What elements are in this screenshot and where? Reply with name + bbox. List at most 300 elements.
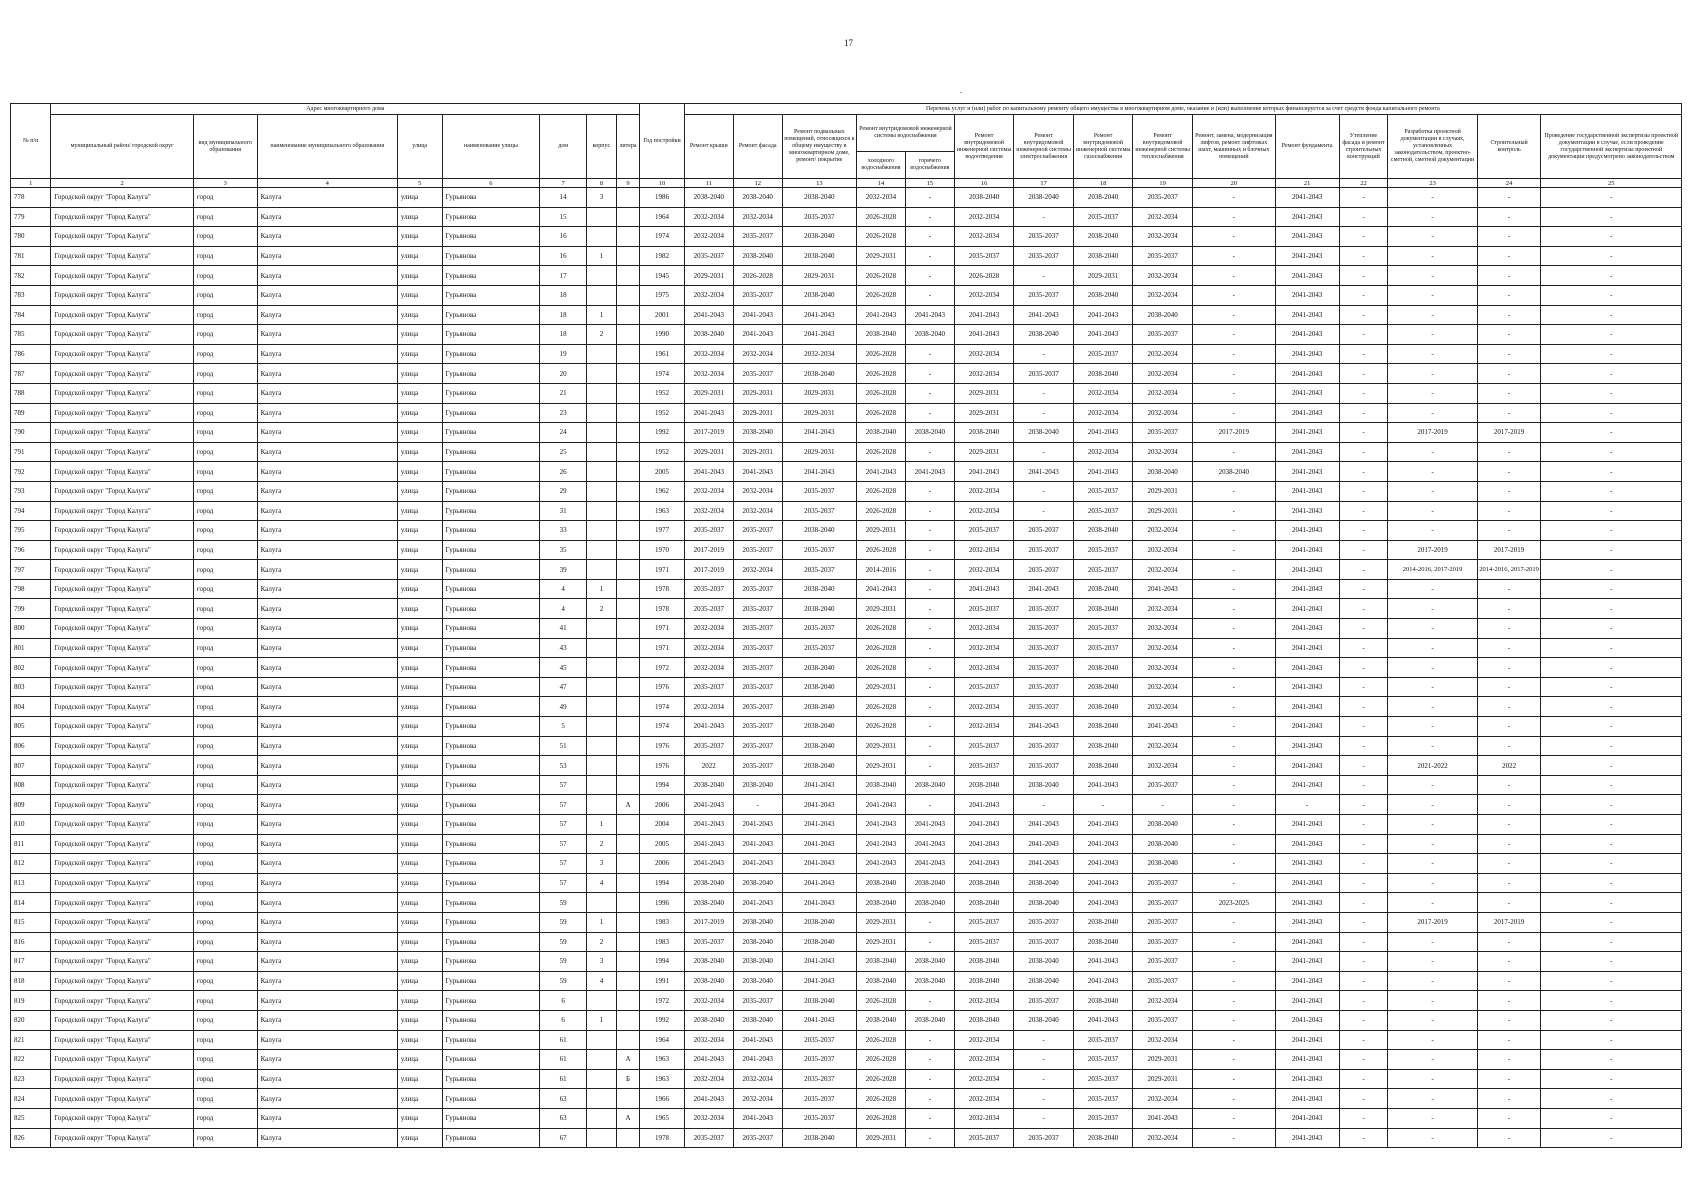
- table-cell: -: [1541, 1108, 1682, 1128]
- table-cell: 2032-2034: [733, 560, 782, 580]
- table-cell: -: [1388, 1030, 1477, 1050]
- table-cell: 1970: [640, 540, 685, 560]
- table-cell: 796: [11, 540, 51, 560]
- table-row: [11, 677, 1682, 697]
- table-cell: -: [1339, 912, 1388, 932]
- header-street-type: улица: [397, 115, 442, 179]
- table-cell: 2035-2037: [1014, 560, 1074, 580]
- table-cell: город: [193, 227, 257, 247]
- table-cell: 2041-2043: [1275, 912, 1339, 932]
- table-cell: 2038-2040: [782, 736, 856, 756]
- table-cell: -: [1339, 403, 1388, 423]
- table-cell: -: [1388, 815, 1477, 835]
- table-cell: Калуга: [257, 227, 397, 247]
- table-cell: -: [1192, 795, 1275, 815]
- table-cell: Калуга: [257, 658, 397, 678]
- table-cell: Калуга: [257, 736, 397, 756]
- table-cell: 2035-2037: [1014, 677, 1074, 697]
- table-cell: 2035-2037: [782, 1030, 856, 1050]
- table-cell: 2041-2043: [782, 834, 856, 854]
- table-cell: 2035-2037: [733, 285, 782, 305]
- table-cell: 807: [11, 756, 51, 776]
- table-cell: -: [1541, 207, 1682, 227]
- table-cell: 2038-2040: [905, 952, 954, 972]
- table-cell: город: [193, 638, 257, 658]
- table-cell: 2: [587, 599, 617, 619]
- table-cell: -: [1541, 677, 1682, 697]
- header-num: № п/п: [11, 104, 51, 179]
- table-row: [11, 834, 1682, 854]
- table-cell: Гурьянова: [442, 442, 540, 462]
- table-cell: Калуга: [257, 344, 397, 364]
- table-cell: 2041-2043: [1133, 1108, 1193, 1128]
- table-cell: 1971: [640, 619, 685, 639]
- table-cell: 2029-2031: [782, 403, 856, 423]
- table-cell: -: [1388, 952, 1477, 972]
- table-cell: -: [1388, 677, 1477, 697]
- table-cell: -: [1339, 952, 1388, 972]
- table-row: [11, 1128, 1682, 1148]
- table-cell: 2038-2040: [782, 697, 856, 717]
- table-cell: 2032-2034: [1133, 736, 1193, 756]
- table-cell: 2041-2043: [733, 834, 782, 854]
- table-cell: город: [193, 952, 257, 972]
- table-cell: 2035-2037: [1014, 756, 1074, 776]
- table-cell: 2041-2043: [733, 1030, 782, 1050]
- table-cell: Городской округ "Город Калуга": [51, 227, 193, 247]
- table-cell: 782: [11, 266, 51, 286]
- table-cell: 2017-2019: [1477, 423, 1541, 443]
- table-cell: -: [1541, 971, 1682, 991]
- table-cell: 1963: [640, 501, 685, 521]
- table-cell: Городской округ "Город Калуга": [51, 1030, 193, 1050]
- table-cell: 2038-2040: [1073, 658, 1133, 678]
- table-cell: 2035-2037: [733, 521, 782, 541]
- table-cell: 1974: [640, 717, 685, 737]
- column-number: 25: [1541, 179, 1682, 188]
- table-cell: 2041-2043: [905, 815, 954, 835]
- table-cell: 1978: [640, 599, 685, 619]
- table-cell: -: [905, 599, 954, 619]
- table-cell: 2035-2037: [1014, 736, 1074, 756]
- table-cell: -: [905, 188, 954, 208]
- table-cell: -: [1541, 873, 1682, 893]
- table-cell: 2032-2034: [684, 207, 733, 227]
- table-cell: 2035-2037: [733, 579, 782, 599]
- table-cell: -: [1477, 246, 1541, 266]
- table-cell: [587, 893, 617, 913]
- table-cell: [616, 364, 639, 384]
- table-cell: 2038-2040: [782, 756, 856, 776]
- table-cell: -: [1388, 775, 1477, 795]
- table-cell: 790: [11, 423, 51, 443]
- table-cell: город: [193, 795, 257, 815]
- table-cell: -: [1339, 1050, 1388, 1070]
- table-cell: 2032-2034: [1133, 1128, 1193, 1148]
- table-cell: 2038-2040: [857, 952, 906, 972]
- table-cell: Гурьянова: [442, 246, 540, 266]
- table-cell: 2041-2043: [1275, 1050, 1339, 1070]
- table-cell: 2035-2037: [1073, 481, 1133, 501]
- table-row: [11, 188, 1682, 208]
- table-cell: город: [193, 481, 257, 501]
- table-cell: Гурьянова: [442, 305, 540, 325]
- table-cell: город: [193, 285, 257, 305]
- table-row: [11, 285, 1682, 305]
- table-cell: -: [1192, 1050, 1275, 1070]
- table-cell: 2041-2043: [733, 1050, 782, 1070]
- table-cell: -: [1477, 893, 1541, 913]
- table-cell: -: [1541, 246, 1682, 266]
- table-cell: 2041-2043: [1073, 423, 1133, 443]
- table-cell: 2038-2040: [684, 952, 733, 972]
- table-cell: 2041-2043: [1014, 579, 1074, 599]
- table-cell: 2041-2043: [954, 834, 1014, 854]
- table-cell: 1972: [640, 658, 685, 678]
- table-cell: город: [193, 1108, 257, 1128]
- table-cell: 2035-2037: [1133, 246, 1193, 266]
- table-cell: [587, 1128, 617, 1148]
- table-cell: 2035-2037: [684, 599, 733, 619]
- table-cell: 2038-2040: [1133, 462, 1193, 482]
- column-number: 4: [257, 179, 397, 188]
- table-cell: 61: [540, 1030, 587, 1050]
- table-cell: 2035-2037: [733, 677, 782, 697]
- table-cell: 2026-2028: [857, 1069, 906, 1089]
- table-cell: 1982: [640, 246, 685, 266]
- table-cell: -: [1477, 305, 1541, 325]
- table-cell: 825: [11, 1108, 51, 1128]
- table-cell: город: [193, 462, 257, 482]
- table-cell: 2032-2034: [1073, 403, 1133, 423]
- table-row: [11, 873, 1682, 893]
- table-cell: 2035-2037: [1014, 638, 1074, 658]
- table-cell: -: [1388, 285, 1477, 305]
- table-cell: -: [1388, 638, 1477, 658]
- table-cell: 816: [11, 932, 51, 952]
- table-cell: 2032-2034: [684, 481, 733, 501]
- table-cell: 2041-2043: [733, 305, 782, 325]
- table-cell: Калуга: [257, 1010, 397, 1030]
- table-cell: 2038-2040: [733, 775, 782, 795]
- table-row: [11, 638, 1682, 658]
- table-cell: 2038-2040: [782, 285, 856, 305]
- table-cell: 2041-2043: [857, 815, 906, 835]
- table-cell: Городской округ "Город Калуга": [51, 893, 193, 913]
- table-cell: 2021-2022: [1388, 756, 1477, 776]
- table-cell: улица: [397, 815, 442, 835]
- table-cell: город: [193, 873, 257, 893]
- table-cell: улица: [397, 1089, 442, 1109]
- table-cell: 2006: [640, 854, 685, 874]
- table-cell: улица: [397, 383, 442, 403]
- table-cell: -: [1388, 325, 1477, 345]
- table-cell: 2038-2040: [1073, 932, 1133, 952]
- table-cell: 2035-2037: [1133, 912, 1193, 932]
- table-cell: 798: [11, 579, 51, 599]
- table-cell: Городской округ "Город Калуга": [51, 736, 193, 756]
- column-number-row: [11, 179, 1682, 188]
- table-cell: улица: [397, 854, 442, 874]
- table-cell: -: [905, 619, 954, 639]
- table-cell: 2032-2034: [1133, 521, 1193, 541]
- table-cell: -: [905, 991, 954, 1011]
- table-cell: 2032-2034: [954, 1089, 1014, 1109]
- table-cell: [616, 442, 639, 462]
- table-cell: 2026-2028: [857, 481, 906, 501]
- table-cell: Городской округ "Город Калуга": [51, 481, 193, 501]
- table-cell: 2032-2034: [954, 619, 1014, 639]
- table-cell: 2026-2028: [954, 266, 1014, 286]
- table-cell: 2029-2031: [857, 599, 906, 619]
- table-cell: -: [1339, 991, 1388, 1011]
- table-row: [11, 305, 1682, 325]
- table-cell: 2038-2040: [782, 932, 856, 952]
- table-cell: 806: [11, 736, 51, 756]
- table-cell: 2032-2034: [954, 991, 1014, 1011]
- table-cell: 2035-2037: [954, 521, 1014, 541]
- table-row: [11, 736, 1682, 756]
- table-cell: [587, 285, 617, 305]
- header-korpus: корпус: [587, 115, 617, 179]
- table-cell: 1975: [640, 285, 685, 305]
- table-cell: -: [1192, 188, 1275, 208]
- table-cell: 2038-2040: [733, 246, 782, 266]
- table-cell: 2041-2043: [1275, 873, 1339, 893]
- table-cell: -: [1014, 344, 1074, 364]
- table-cell: -: [1339, 854, 1388, 874]
- table-cell: 2038-2040: [954, 423, 1014, 443]
- table-cell: -: [1339, 619, 1388, 639]
- table-cell: 1992: [640, 1010, 685, 1030]
- table-cell: улица: [397, 560, 442, 580]
- table-cell: -: [1339, 462, 1388, 482]
- table-cell: 2017-2019: [1388, 540, 1477, 560]
- table-cell: 63: [540, 1108, 587, 1128]
- table-cell: 2041-2043: [1275, 717, 1339, 737]
- table-cell: 2041-2043: [1073, 775, 1133, 795]
- table-cell: улица: [397, 285, 442, 305]
- table-cell: Гурьянова: [442, 1089, 540, 1109]
- table-cell: 2041-2043: [1275, 638, 1339, 658]
- column-number: 13: [782, 179, 856, 188]
- table-cell: 2041-2043: [782, 854, 856, 874]
- table-cell: Городской округ "Город Калуга": [51, 1010, 193, 1030]
- table-cell: 59: [540, 893, 587, 913]
- table-cell: 780: [11, 227, 51, 247]
- table-cell: 1972: [640, 991, 685, 1011]
- table-cell: 2032-2034: [782, 344, 856, 364]
- table-cell: 2041-2043: [954, 462, 1014, 482]
- table-cell: 2038-2040: [782, 579, 856, 599]
- table-cell: -: [1541, 1010, 1682, 1030]
- table-cell: 2032-2034: [1133, 560, 1193, 580]
- table-cell: 2017-2019: [1192, 423, 1275, 443]
- table-cell: улица: [397, 638, 442, 658]
- table-cell: город: [193, 1030, 257, 1050]
- table-cell: 2032-2034: [954, 227, 1014, 247]
- table-cell: 1: [587, 246, 617, 266]
- table-cell: 2035-2037: [1133, 952, 1193, 972]
- table-cell: [587, 1108, 617, 1128]
- table-cell: -: [1477, 364, 1541, 384]
- table-cell: 2038-2040: [905, 971, 954, 991]
- table-cell: 2035-2037: [1133, 325, 1193, 345]
- table-cell: -: [1339, 285, 1388, 305]
- table-cell: 39: [540, 560, 587, 580]
- table-cell: 778: [11, 188, 51, 208]
- table-cell: Гурьянова: [442, 1010, 540, 1030]
- capital-repair-table-sheet: [10, 103, 1682, 1148]
- table-cell: 2038-2040: [954, 188, 1014, 208]
- table-cell: [616, 521, 639, 541]
- table-cell: 1974: [640, 364, 685, 384]
- table-cell: 2038-2040: [782, 521, 856, 541]
- table-cell: 2041-2043: [733, 893, 782, 913]
- table-cell: улица: [397, 501, 442, 521]
- table-cell: 2029-2031: [782, 266, 856, 286]
- table-cell: 2035-2037: [733, 697, 782, 717]
- table-row: [11, 619, 1682, 639]
- table-cell: 2041-2043: [1275, 285, 1339, 305]
- table-cell: 2032-2034: [684, 501, 733, 521]
- table-cell: -: [1192, 1108, 1275, 1128]
- table-cell: -: [905, 403, 954, 423]
- table-cell: -: [1477, 854, 1541, 874]
- table-cell: 2032-2034: [1133, 677, 1193, 697]
- table-cell: 3: [587, 952, 617, 972]
- table-cell: 29: [540, 481, 587, 501]
- table-cell: -: [1339, 305, 1388, 325]
- table-cell: 2035-2037: [1073, 619, 1133, 639]
- table-cell: 2041-2043: [1275, 1069, 1339, 1089]
- table-cell: улица: [397, 305, 442, 325]
- table-cell: -: [1477, 599, 1541, 619]
- table-cell: 812: [11, 854, 51, 874]
- table-cell: 2035-2037: [1133, 775, 1193, 795]
- table-cell: [616, 403, 639, 423]
- table-cell: город: [193, 188, 257, 208]
- table-cell: 2035-2037: [782, 540, 856, 560]
- table-cell: 2038-2040: [1192, 462, 1275, 482]
- table-cell: 57: [540, 834, 587, 854]
- table-cell: [616, 599, 639, 619]
- table-cell: -: [1192, 736, 1275, 756]
- table-cell: -: [1477, 815, 1541, 835]
- table-cell: Калуга: [257, 403, 397, 423]
- table-cell: 2041-2043: [782, 952, 856, 972]
- table-cell: -: [1192, 227, 1275, 247]
- table-cell: 2041-2043: [857, 834, 906, 854]
- column-number: 20: [1192, 179, 1275, 188]
- table-cell: -: [1477, 1030, 1541, 1050]
- table-cell: [616, 991, 639, 1011]
- table-cell: -: [1339, 383, 1388, 403]
- table-cell: Калуга: [257, 305, 397, 325]
- table-cell: 2029-2031: [684, 442, 733, 462]
- table-cell: -: [1192, 952, 1275, 972]
- table-cell: 2035-2037: [1133, 1010, 1193, 1030]
- table-cell: -: [1339, 717, 1388, 737]
- table-cell: 2041-2043: [733, 815, 782, 835]
- table-row: [11, 932, 1682, 952]
- table-cell: 2029-2031: [954, 383, 1014, 403]
- table-cell: Калуга: [257, 540, 397, 560]
- table-cell: -: [1477, 266, 1541, 286]
- table-cell: -: [1477, 383, 1541, 403]
- table-cell: [616, 815, 639, 835]
- table-cell: Городской округ "Город Калуга": [51, 207, 193, 227]
- table-cell: 793: [11, 481, 51, 501]
- table-cell: 2026-2028: [857, 540, 906, 560]
- table-cell: [616, 383, 639, 403]
- table-cell: 1983: [640, 932, 685, 952]
- table-cell: -: [1133, 795, 1193, 815]
- table-cell: улица: [397, 442, 442, 462]
- table-cell: -: [905, 756, 954, 776]
- table-cell: 2029-2031: [733, 383, 782, 403]
- table-cell: Городской округ "Город Калуга": [51, 756, 193, 776]
- table-cell: Калуга: [257, 912, 397, 932]
- table-cell: 791: [11, 442, 51, 462]
- table-cell: Калуга: [257, 619, 397, 639]
- table-cell: Гурьянова: [442, 325, 540, 345]
- table-cell: Гурьянова: [442, 579, 540, 599]
- table-cell: 2026-2028: [857, 619, 906, 639]
- table-cell: 1952: [640, 442, 685, 462]
- table-cell: [616, 834, 639, 854]
- table-cell: 2029-2031: [1133, 501, 1193, 521]
- table-cell: 785: [11, 325, 51, 345]
- table-cell: улица: [397, 795, 442, 815]
- table-cell: -: [1541, 501, 1682, 521]
- table-cell: -: [1477, 971, 1541, 991]
- table-cell: 2026-2028: [857, 403, 906, 423]
- table-cell: 2035-2037: [954, 599, 1014, 619]
- table-cell: Городской округ "Город Калуга": [51, 599, 193, 619]
- header-house: дом: [540, 115, 587, 179]
- table-cell: -: [905, 383, 954, 403]
- table-cell: 2032-2034: [684, 1108, 733, 1128]
- column-number: 15: [905, 179, 954, 188]
- table-cell: улица: [397, 246, 442, 266]
- table-cell: 2041-2043: [1275, 599, 1339, 619]
- table-cell: 2035-2037: [1073, 638, 1133, 658]
- table-cell: Калуга: [257, 697, 397, 717]
- table-cell: улица: [397, 1069, 442, 1089]
- table-cell: [587, 540, 617, 560]
- table-cell: 2038-2040: [1014, 325, 1074, 345]
- table-cell: -: [905, 736, 954, 756]
- table-cell: -: [1192, 775, 1275, 795]
- table-cell: 2038-2040: [684, 873, 733, 893]
- table-cell: Гурьянова: [442, 677, 540, 697]
- table-cell: Гурьянова: [442, 1050, 540, 1070]
- table-cell: 1952: [640, 383, 685, 403]
- column-number: 21: [1275, 179, 1339, 188]
- column-number: 19: [1133, 179, 1193, 188]
- column-number: 24: [1477, 179, 1541, 188]
- table-cell: улица: [397, 266, 442, 286]
- table-cell: -: [1541, 266, 1682, 286]
- table-cell: Калуга: [257, 1030, 397, 1050]
- table-cell: -: [1541, 285, 1682, 305]
- table-cell: 2032-2034: [684, 991, 733, 1011]
- table-cell: 20: [540, 364, 587, 384]
- table-cell: -: [1014, 207, 1074, 227]
- table-cell: -: [1477, 403, 1541, 423]
- table-cell: 2035-2037: [733, 619, 782, 639]
